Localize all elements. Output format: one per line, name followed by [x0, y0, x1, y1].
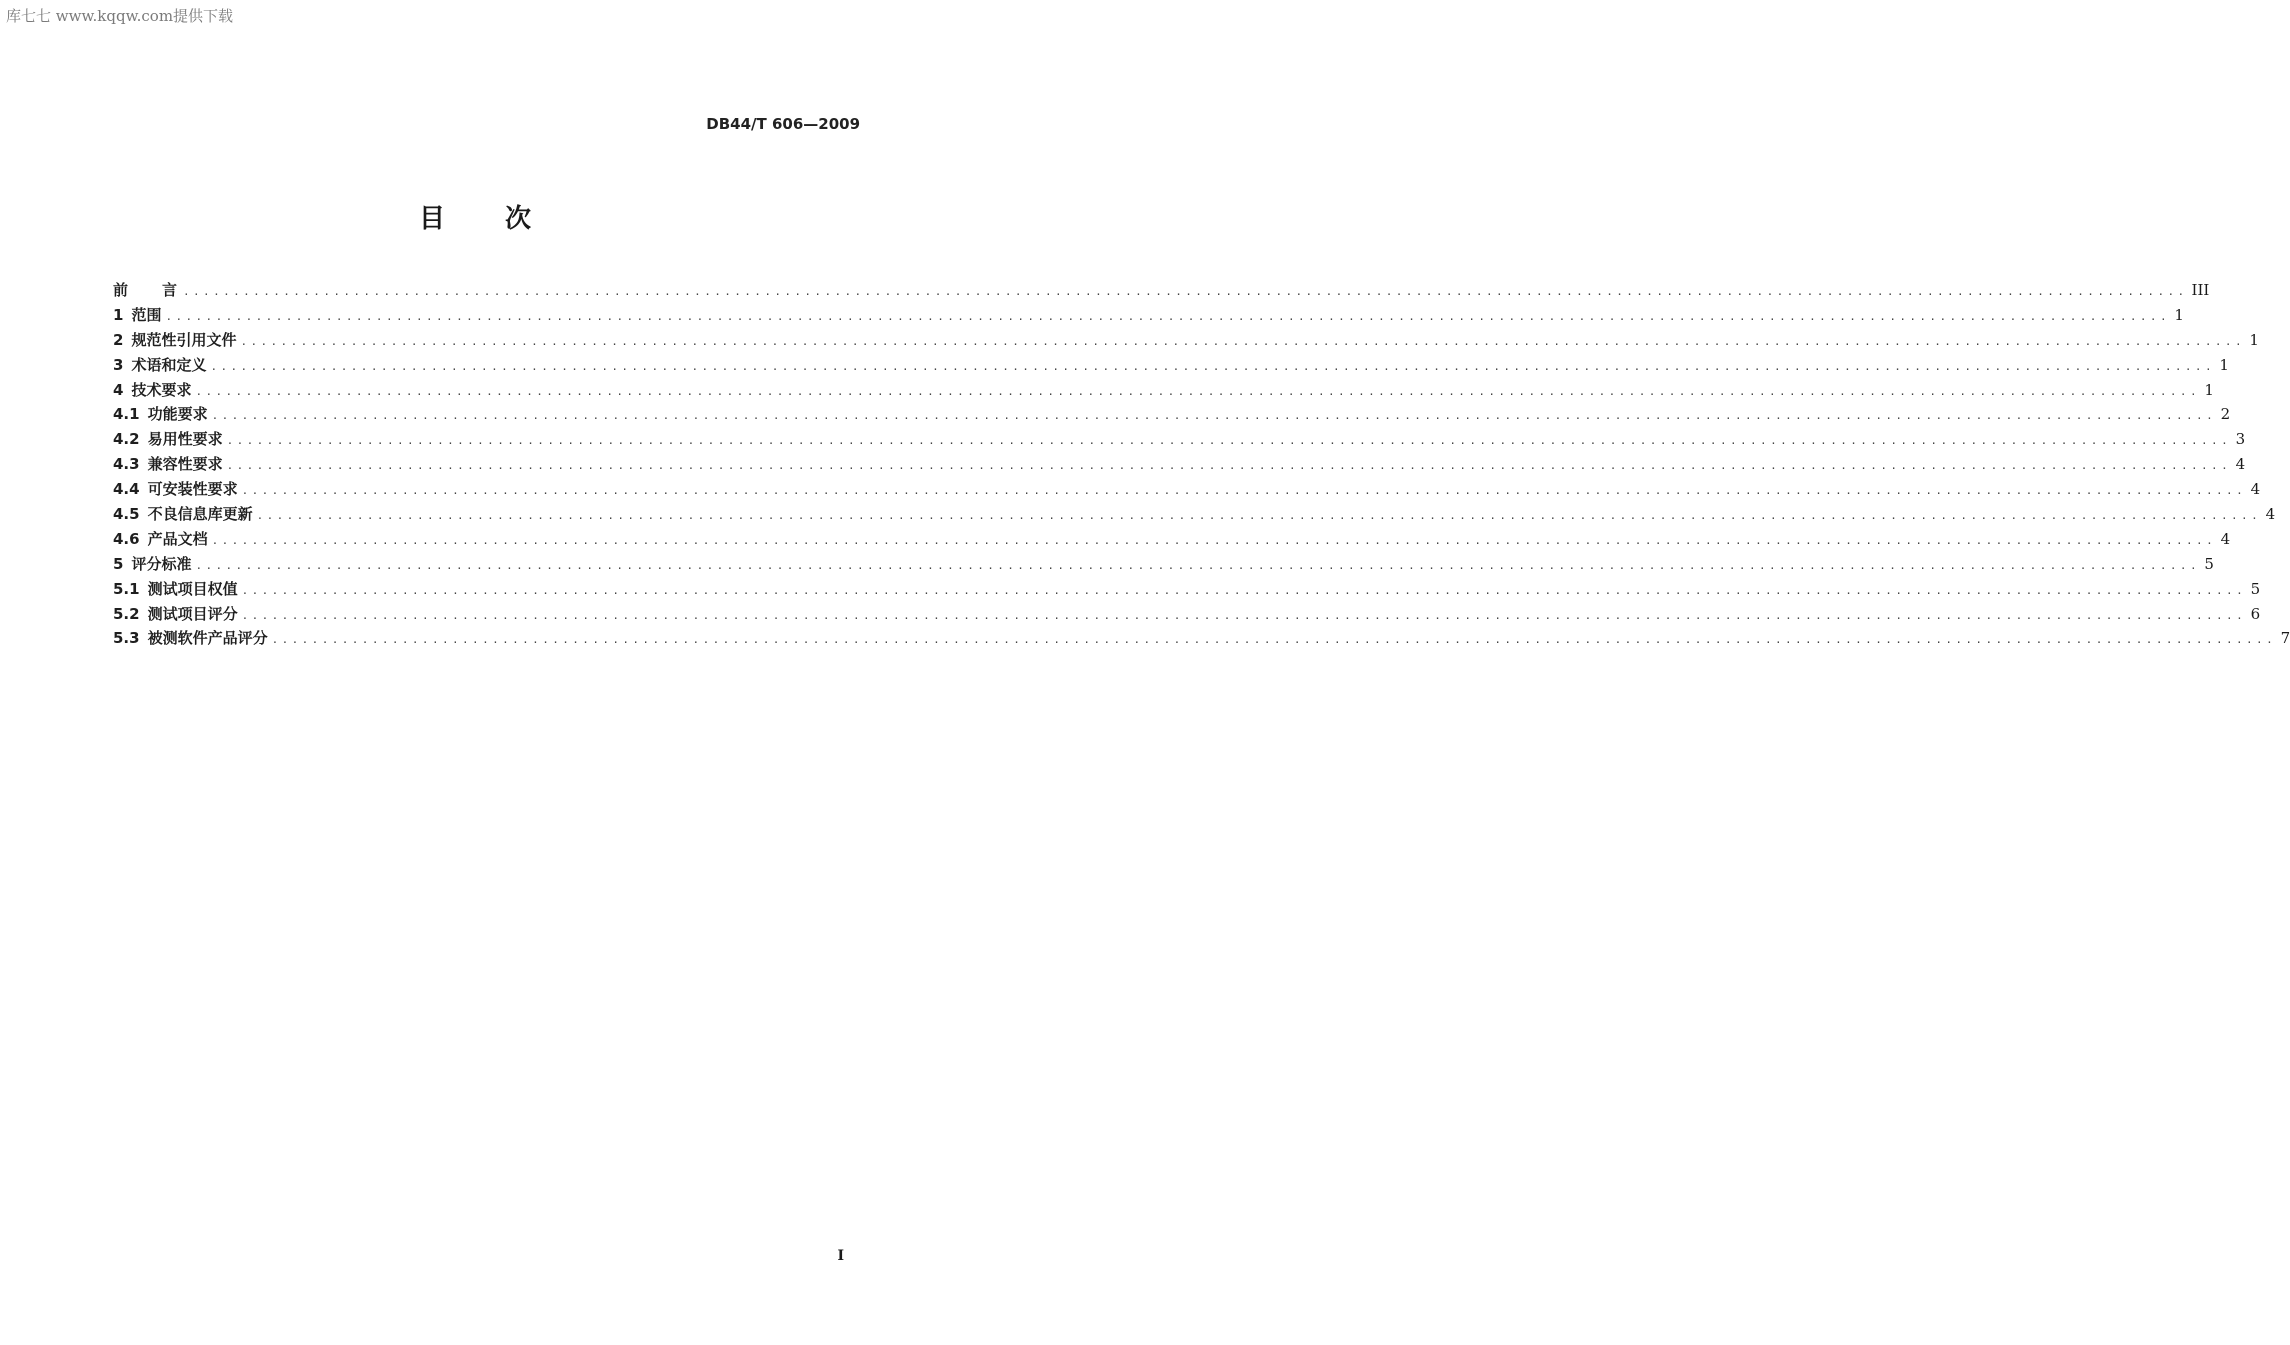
toc-leader-dots: ........................................................................................................................................................................................................	[271, 633, 2277, 647]
toc-entry-label: 易用性要求	[147, 430, 223, 449]
watermark-text: 库七七 www.kqqw.com提供下载	[6, 7, 234, 25]
toc-row[interactable]	[113, 355, 2229, 380]
toc-row[interactable]	[113, 628, 2290, 653]
toc-page-number: 5	[2250, 579, 2261, 598]
toc-section-number: 5	[113, 554, 124, 573]
toc-entry-label: 兼容性要求	[147, 455, 223, 474]
toc-entry-label: 范围	[131, 305, 162, 324]
toc-leader-dots: ........................................................................................................................................................................................................	[226, 434, 2232, 448]
toc-row[interactable]	[113, 404, 2231, 429]
toc-entry	[113, 380, 191, 400]
toc-row[interactable]	[113, 504, 2276, 529]
toc-entry	[113, 429, 223, 449]
page-title: 目次	[418, 204, 591, 234]
toc-leader-dots: ........................................................................................................................................................................................................	[240, 334, 2245, 348]
toc-entry-label: 术语和定义	[131, 355, 207, 374]
toc-entry-label: 前言	[113, 281, 212, 299]
toc-row[interactable]	[113, 380, 2214, 405]
toc-page-number: 1	[2249, 330, 2259, 349]
toc-page-number: 4	[2250, 480, 2261, 499]
toc-page-number: 3	[2235, 430, 2246, 449]
toc-page-number: III	[2191, 281, 2210, 299]
toc-entry	[113, 529, 208, 549]
toc-row[interactable]	[113, 454, 2246, 479]
toc-section-number: 4.6	[113, 529, 140, 548]
toc-page-number: 1	[2204, 380, 2214, 399]
toc-entry-label: 技术要求	[131, 380, 192, 399]
toc-page-number: 4	[2220, 529, 2231, 548]
toc-entry-label: 测试项目评分	[147, 604, 238, 623]
toc-page-number: 5	[2204, 554, 2214, 573]
toc-page-number: 1	[2174, 305, 2184, 324]
toc-page-number: 1	[2219, 355, 2229, 374]
toc-entry	[113, 504, 253, 524]
toc-section-number: 3	[113, 355, 124, 374]
toc-leader-dots: ........................................................................................................................................................................................................	[241, 583, 2247, 597]
toc-entry	[113, 330, 236, 350]
toc-row[interactable]	[113, 604, 2261, 629]
toc-entry-label: 产品文档	[147, 529, 208, 548]
toc-entry	[113, 628, 268, 648]
toc-section-number: 5.1	[113, 579, 140, 598]
toc-row[interactable]	[113, 529, 2231, 554]
toc-leader-dots: ........................................................................................................................................................................................................	[256, 509, 2262, 523]
toc-row[interactable]	[113, 305, 2184, 330]
toc-page-number: 2	[2220, 405, 2231, 424]
toc-entry-label: 测试项目权值	[147, 579, 238, 598]
toc-section-number: 5.2	[113, 604, 140, 623]
toc-row[interactable]	[113, 330, 2259, 355]
toc-entry	[113, 355, 206, 375]
toc-leader-dots: ........................................................................................................................................................................................................	[183, 285, 2188, 298]
toc-page-number: 4	[2265, 505, 2276, 524]
toc-entry-label: 规范性引用文件	[131, 330, 237, 349]
toc-section-number: 4.2	[113, 430, 140, 449]
toc-entry	[113, 604, 238, 624]
toc-entry	[113, 554, 191, 574]
toc-leader-dots: ........................................................................................................................................................................................................	[241, 608, 2247, 622]
toc-entry-label: 可安装性要求	[147, 480, 238, 499]
table-of-contents	[113, 280, 2290, 653]
toc-row[interactable]	[113, 579, 2261, 604]
page-number: I	[837, 1248, 844, 1264]
toc-page-number: 6	[2250, 604, 2261, 623]
toc-section-number: 2	[113, 330, 124, 349]
toc-leader-dots: ........................................................................................................................................................................................................	[211, 533, 2217, 547]
toc-entry	[113, 454, 223, 474]
toc-entry	[113, 479, 238, 499]
toc-section-number: 1	[113, 305, 124, 324]
toc-leader-dots: ........................................................................................................................................................................................................	[211, 409, 2217, 423]
toc-leader-dots: ........................................................................................................................................................................................................	[165, 309, 2170, 323]
toc-leader-dots: ........................................................................................................................................................................................................	[226, 459, 2232, 473]
toc-entry-label: 评分标准	[131, 554, 192, 573]
toc-row[interactable]	[113, 554, 2214, 579]
toc-entry	[113, 305, 161, 325]
toc-page-number: 4	[2235, 455, 2246, 474]
toc-row[interactable]	[113, 479, 2261, 504]
toc-section-number: 4	[113, 380, 124, 399]
toc-leader-dots: ........................................................................................................................................................................................................	[210, 359, 2215, 373]
toc-section-number: 4.1	[113, 405, 140, 424]
toc-entry-label: 被测软件产品评分	[147, 629, 268, 648]
toc-entry-label: 功能要求	[147, 405, 208, 424]
toc-page-number: 7	[2280, 629, 2290, 648]
toc-section-number: 5.3	[113, 629, 140, 648]
toc-entry-label: 不良信息库更新	[147, 505, 253, 524]
toc-entry	[113, 579, 238, 599]
toc-entry	[113, 404, 208, 424]
toc-row[interactable]	[113, 429, 2246, 454]
toc-section-number: 4.5	[113, 505, 140, 524]
toc-leader-dots: ........................................................................................................................................................................................................	[195, 384, 2200, 398]
toc-row-preface[interactable]	[113, 280, 2210, 305]
toc-section-number: 4.3	[113, 455, 140, 474]
toc-section-number: 4.4	[113, 480, 140, 499]
document-code: DB44/T 606—2009	[706, 115, 860, 133]
toc-leader-dots: ........................................................................................................................................................................................................	[195, 558, 2200, 572]
toc-leader-dots: ........................................................................................................................................................................................................	[241, 484, 2247, 498]
